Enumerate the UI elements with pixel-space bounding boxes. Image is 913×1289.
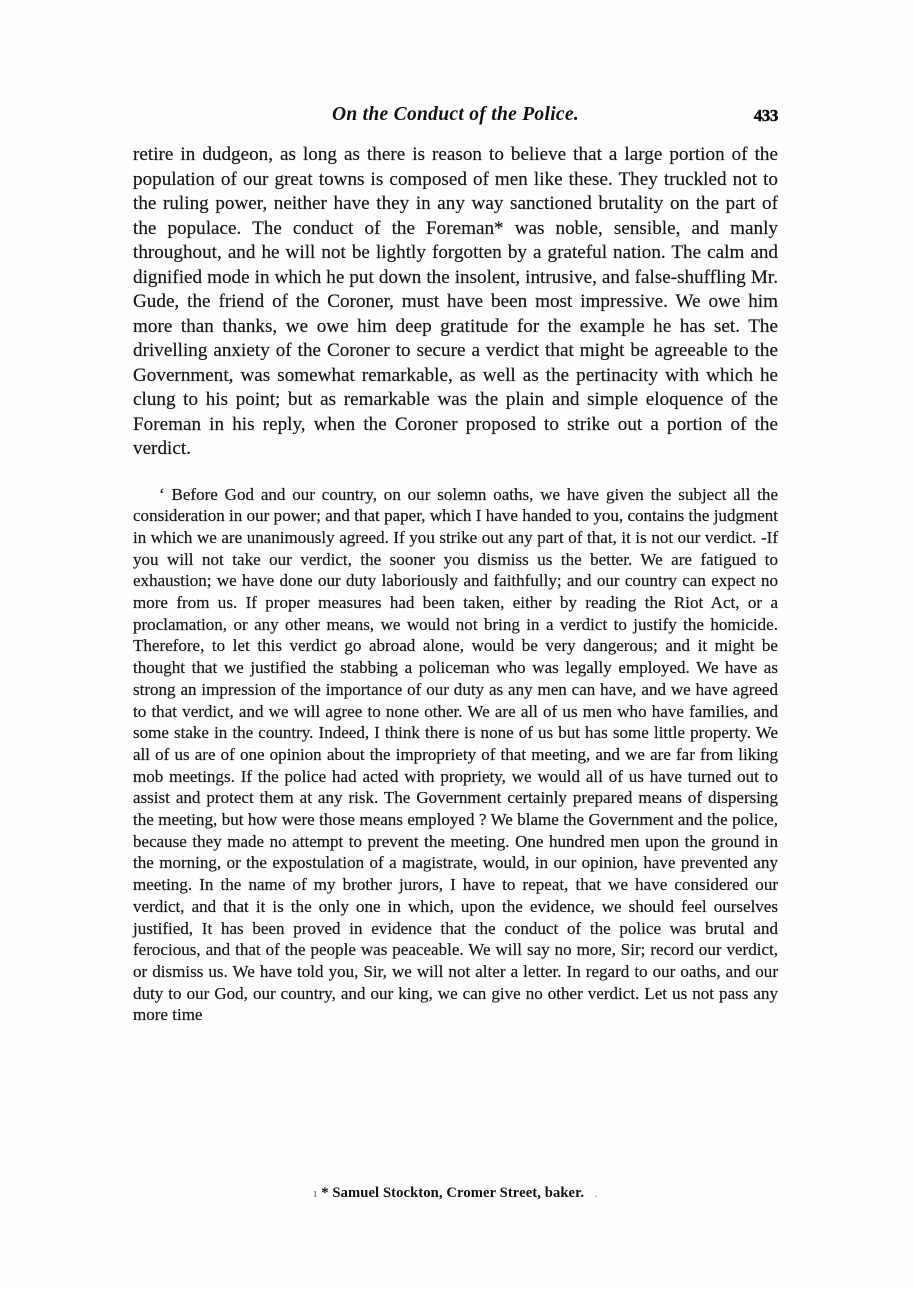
footnote [133,1185,778,1202]
scan-artifact-left: ı [313,1185,318,1200]
footnote-text: * Samuel Stockton, Cromer Street, baker. [321,1185,585,1201]
paragraph-foreman-quotation: ‘ Before God and our country, on our solemn oaths, we have given the subject all the consideration in our power; and that paper, which I have handed to you, contains the judgment in which we are unanimously agreed. If you strike out any part of that, it is not our verdict. -If you will not take our verdict, the sooner you dismiss us the better. We are fatigued to exhaustion; we have done our duty laboriously and faithfully; and our country can expect no more from us. If proper measures had been taken, either by reading the Riot Act, or a proclamation, or any other means, we would not bring in a verdict to justify the homicide. Therefore, to let this verdict go abroad alone, would be very dangerous; and it might be thought that we justified the stabbing a policeman who was legally employed. We have as strong an impression of the importance of our duty as any men can have, and we have agreed to that verdict, and we will agree to none other. We are all of us men who have families, and some stake in the country. Indeed, I think there is none of us but has some little property. We all of us are of one opinion about the impropriety of that meeting, and we are far from liking mob meetings. If the police had acted with propriety, we would all of us have turned out to assist and protect them at any risk. The Government certainly prepared means of dispersing the meeting, but how were those means employed ? We blame the Government and the police, because they made no attempt to prevent the meeting. One hundred men upon the ground in the morning, or the expostulation of a magistrate, would, in our opinion, have prevented any meeting. In the name of my brother jurors, I have to repeat, that we have considered our verdict, and that it is the only one in which, upon the evidence, we should feel ourselves justified, It has been proved in evidence that the conduct of the police was brutal and ferocious, and that of the people was peaceable. We will say no more, Sir; record our verdict, or dismiss us. We have told you, Sir, we will not alter a letter. In regard to our oaths, and our duty to our God, our country, and our king, we can give no other verdict. Let us not pass any more time [133,484,778,1025]
running-head [133,104,778,130]
page-title: On the Conduct of the Police. [331,104,580,125]
scan-artifact-right: . [594,1185,598,1200]
paragraph-editorial: retire in dudgeon, as long as there is reason to believe that a large portion of the population of our great towns is composed of men like these. They truckled not to the ruling power, neither have they in any way sanctioned brutality on the part of the populace. The conduct of the Foreman* was noble, sensible, and manly throughout, and he will not be lightly forgotten by a grateful nation. The calm and dignified mode in which he put down the insolent, intrusive, and false-shuffling Mr. Gude, the friend of the Coroner, must have been most impressive. We owe him more than thanks, we owe him deep gratitude for the example he has set. The drivelling anxiety of the Coroner to secure a verdict that might be agreeable to the Government, was somewhat remarkable, as well as the pertinacity with which he clung to his point; but as remarkable was the plain and simple eloquence of the Foreman in his reply, when the Coroner proposed to strike out a portion of the verdict. [133,144,778,459]
text-block [133,143,778,1026]
page-number: 433 [753,106,778,125]
